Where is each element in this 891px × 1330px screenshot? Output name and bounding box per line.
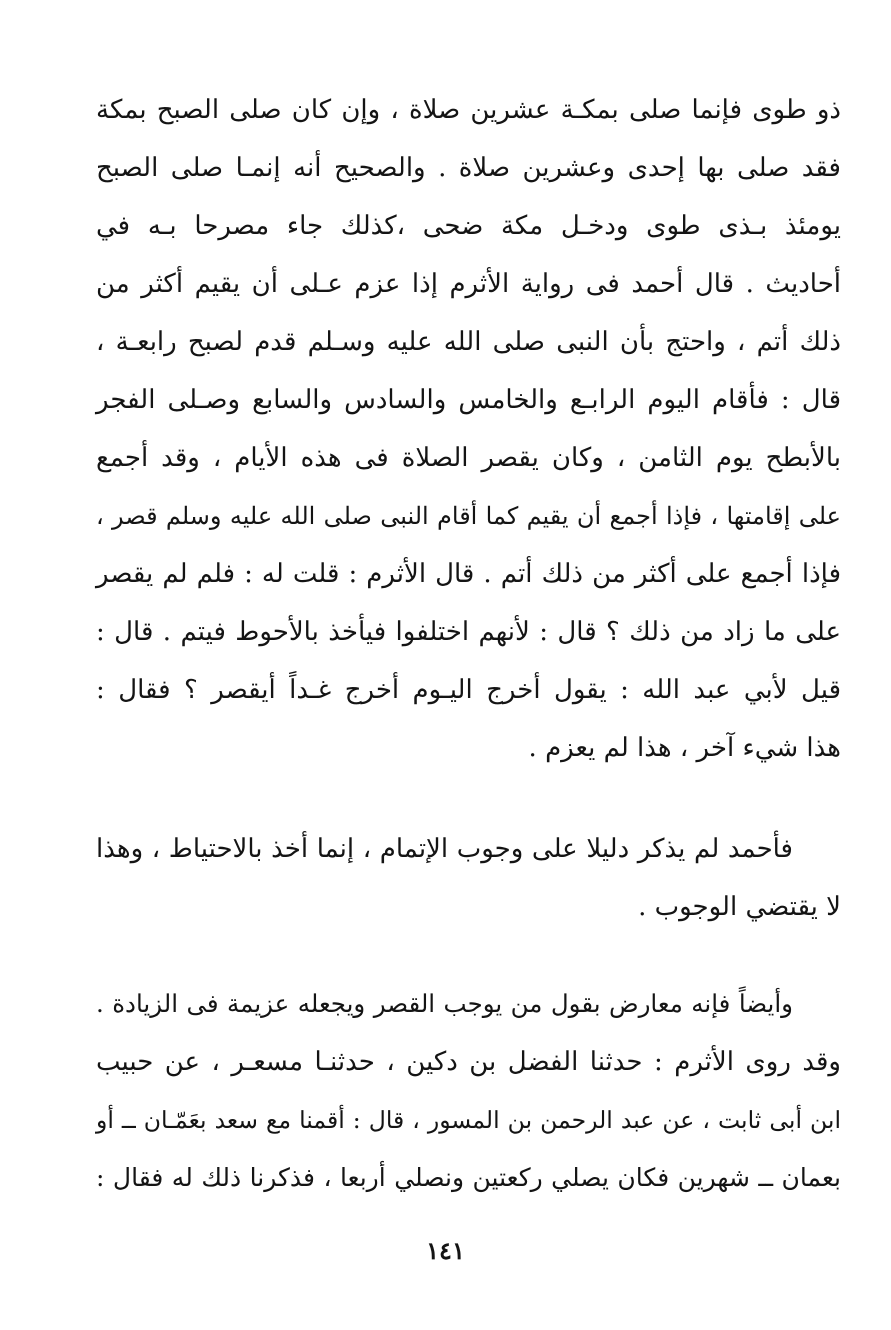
paragraph-2 (96, 820, 841, 936)
text-line: فقد صلى بها إحدى وعشرين صلاة . والصحيح أنه إنمـا صلى الصبح (96, 153, 841, 183)
text-line: بعمان ــ شهرين فكان يصلي ركعتين ونصلي أربعا ، فذكرنا ذلك له فقال : (96, 1163, 841, 1192)
text-line: لا يقتضي الوجوب . (638, 892, 841, 922)
text-line: ابن أبى ثابت ، عن عبد الرحمن بن المسور ، قال : أقمنا مع سعد بعَمّـان ــ أو (96, 1106, 841, 1134)
text-line: وقد روى الأثرم : حدثنا الفضل بن دكين ، حدثنـا مسعـر ، عن حبيب (96, 1047, 841, 1077)
text-line: هذا شيء آخر ، هذا لم يعزم . (528, 733, 841, 763)
paragraph-1 (96, 81, 841, 777)
paragraph-3 (96, 975, 841, 1207)
page-number: ١٤١ (426, 1236, 465, 1265)
text-line: أحاديث . قال أحمد فى رواية الأثرم إذا عزم عـلى أن يقيم أكثر من (96, 269, 841, 299)
text-line: قيل لأبي عبد الله : يقول أخرج اليـوم أخرج غـداً أيقصر ؟ فقال : (96, 675, 841, 705)
text-line: فإذا أجمع على أكثر من ذلك أتم . قال الأثرم : قلت له : فلم لم يقصر (96, 559, 841, 589)
text-line: يومئذ بـذى طوى ودخـل مكة ضحى ،كذلك جاء مصرحا بـه في (96, 211, 841, 241)
text-line: على إقامتها ، فإذا أجمع أن يقيم كما أقام النبى صلى الله عليه وسلم قصر ، (96, 502, 841, 530)
text-line: بالأبطح يوم الثامن ، وكان يقصر الصلاة فى هذه الأيام ، وقد أجمع (96, 443, 841, 473)
text-line: ذلك أتم ، واحتج بأن النبى صلى الله عليه وسـلم قدم لصبح رابعـة ، (96, 327, 841, 357)
text-line: فأحمد لم يذكر دليلا على وجوب الإتمام ، إنما أخذ بالاحتياط ، وهذا (96, 834, 793, 864)
text-line: وأيضاً فإنه معارض بقول من يوجب القصر ويجعله عزيمة فى الزيادة . (96, 989, 793, 1018)
text-line: قال : فأقام اليوم الرابـع والخامس والسادس والسابع وصـلى الفجر (96, 385, 841, 415)
text-line: ذو طوى فإنما صلى بمكـة عشرين صلاة ، وإن كان صلى الصبح بمكة (96, 95, 841, 125)
text-line: على ما زاد من ذلك ؟ قال : لأنهم اختلفوا فيأخذ بالأحوط فيتم . قال : (96, 617, 841, 647)
